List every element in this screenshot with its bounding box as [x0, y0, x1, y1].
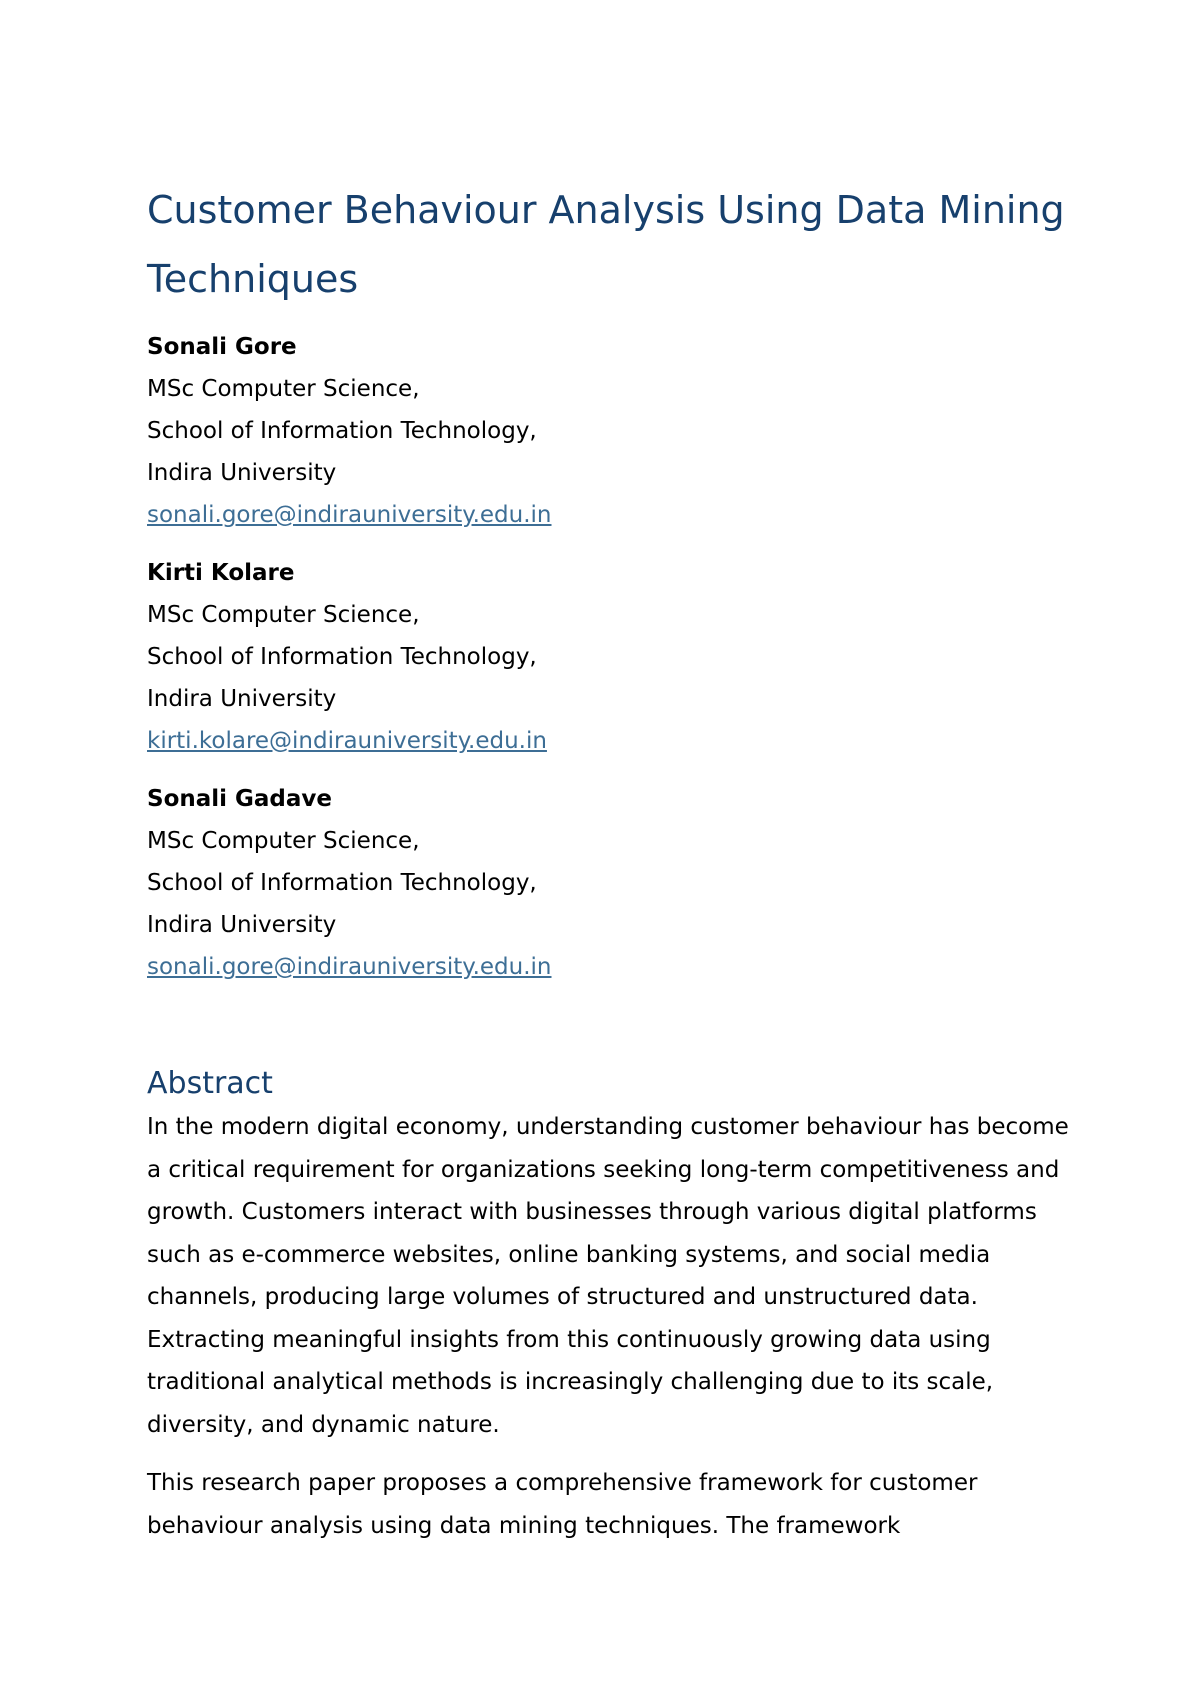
paper-title: Customer Behaviour Analysis Using Data Mining Techniques — [147, 188, 1065, 301]
author-email-link[interactable]: kirti.kolare@indirauniversity.edu.in — [147, 728, 547, 754]
author-school: School of Information Technology, — [147, 644, 537, 670]
author-list — [147, 326, 1074, 988]
abstract-heading: Abstract — [147, 1066, 273, 1101]
author-block — [147, 778, 1074, 988]
author-degree: MSc Computer Science, — [147, 376, 420, 402]
author-name: Sonali Gore — [147, 334, 297, 360]
author-name: Sonali Gadave — [147, 786, 333, 812]
author-block — [147, 326, 1074, 536]
author-degree: MSc Computer Science, — [147, 828, 420, 854]
author-name: Kirti Kolare — [147, 560, 295, 586]
author-block — [147, 552, 1074, 762]
author-email-link[interactable]: sonali.gore@indirauniversity.edu.in — [147, 954, 552, 980]
author-university: Indira University — [147, 912, 337, 938]
author-degree: MSc Computer Science, — [147, 602, 420, 628]
author-school: School of Information Technology, — [147, 418, 537, 444]
author-university: Indira University — [147, 460, 337, 486]
author-school: School of Information Technology, — [147, 870, 537, 896]
author-university: Indira University — [147, 686, 337, 712]
author-email-link[interactable]: sonali.gore@indirauniversity.edu.in — [147, 502, 552, 528]
abstract-paragraph: In the modern digital economy, understanding customer behaviour has become a critical requirement for organizations seeking long-term competitiveness and growth. Customers interact with businesses through various digital platforms such as e-commerce websites, online banking systems, and social media channels, producing large volumes of structured and unstructured data. Extracting meaningful insights from this continuously growing data using traditional analytical methods is increasingly challenging due to its scale, diversity, and dynamic nature. — [147, 1114, 1069, 1438]
abstract-paragraph: This research paper proposes a comprehensive framework for customer behaviour analysis using data mining techniques. The framework — [147, 1470, 978, 1539]
